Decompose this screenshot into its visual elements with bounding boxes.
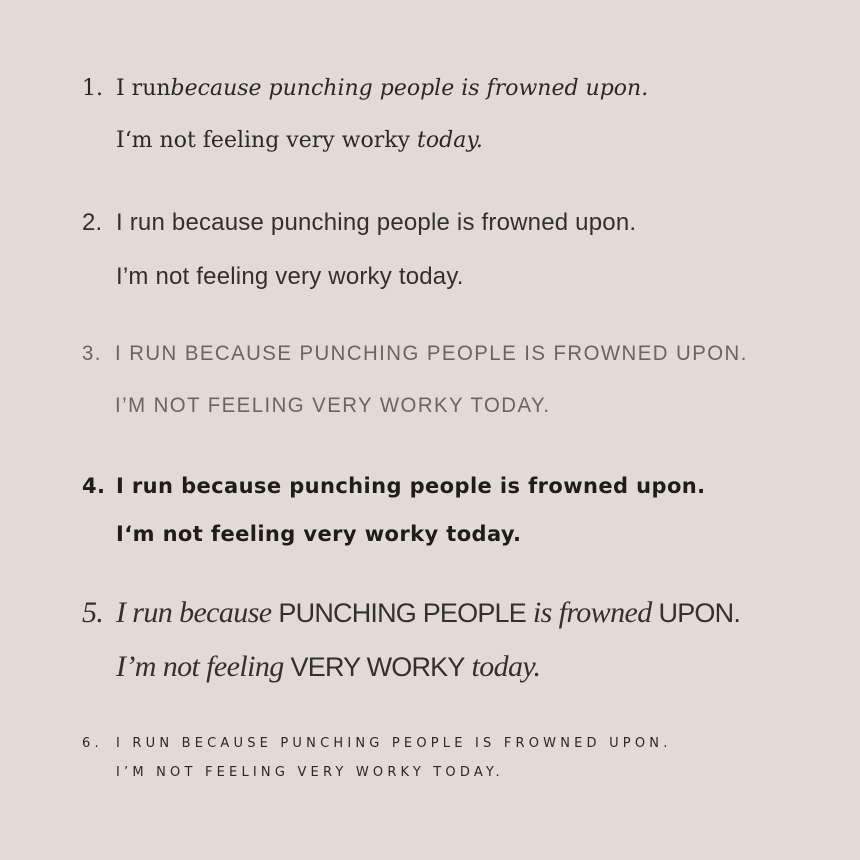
specimen-6-line-1 [82, 736, 840, 754]
specimen-5-line-2-italic-a: I’m not feeling [116, 650, 284, 683]
specimen-5-line-1-caps-b: UPON. [658, 598, 741, 628]
specimen-4-line-1 [82, 474, 840, 506]
specimen-1-line-1 [82, 76, 840, 106]
specimen-4-number: 4. [82, 474, 106, 498]
specimen-5-line-2-caps: VERY WORKY [290, 652, 465, 682]
specimen-3-line-1 [82, 342, 817, 374]
specimen-2-line-1-text: I run because punching people is frowned upon. [116, 209, 637, 236]
specimen-1-line-2-roman: I‘m not feeling very worky [116, 128, 418, 153]
specimen-1-line-1-italic: because punching people is frowned upon. [170, 76, 649, 101]
specimen-1-line-2 [116, 128, 840, 158]
specimen-5 [82, 596, 840, 690]
specimen-2-line-1 [82, 209, 840, 241]
specimen-3-number: 3. [82, 342, 102, 365]
specimen-2 [82, 209, 840, 295]
specimen-1-line-2-italic: today. [417, 128, 483, 153]
specimen-5-line-1-italic-b: is frowned [532, 596, 652, 629]
specimen-6 [82, 736, 840, 783]
specimen-3-line-1-text: I RUN BECAUSE PUNCHING PEOPLE IS FROWNED UPON. [114, 342, 748, 365]
specimen-6-line-1-text: I RUN BECAUSE PUNCHING PEOPLE IS FROWNED UPON. [116, 736, 672, 751]
specimen-5-line-2-italic-b: today. [471, 650, 541, 683]
specimen-6-number: 6. [82, 736, 103, 751]
specimen-3 [82, 342, 817, 426]
specimen-5-line-1-italic-a: I run because [116, 596, 272, 629]
specimen-2-number: 2. [82, 209, 103, 236]
specimen-5-line-1 [82, 596, 840, 636]
specimen-5-line-1-caps-a: PUNCHING PEOPLE [278, 598, 526, 628]
specimen-6-line-2: I’M NOT FEELING VERY WORKY TODAY. [116, 765, 504, 780]
specimen-3-line-2: I’M NOT FEELING VERY WORKY TODAY. [114, 394, 551, 417]
specimen-4-line-1-text: I run because punching people is frowned upon. [116, 474, 706, 498]
specimen-5-number: 5. [82, 596, 104, 629]
specimen-1-number: 1. [82, 76, 103, 101]
specimen-1 [82, 76, 840, 158]
specimen-4-line-2: I‘m not feeling very worky today. [116, 522, 522, 546]
specimen-2-line-2: I’m not feeling very worky today. [116, 263, 464, 290]
specimen-1-line-1-roman: I run [116, 76, 171, 101]
specimen-4 [82, 474, 840, 554]
specimen-5-line-2 [116, 650, 840, 690]
